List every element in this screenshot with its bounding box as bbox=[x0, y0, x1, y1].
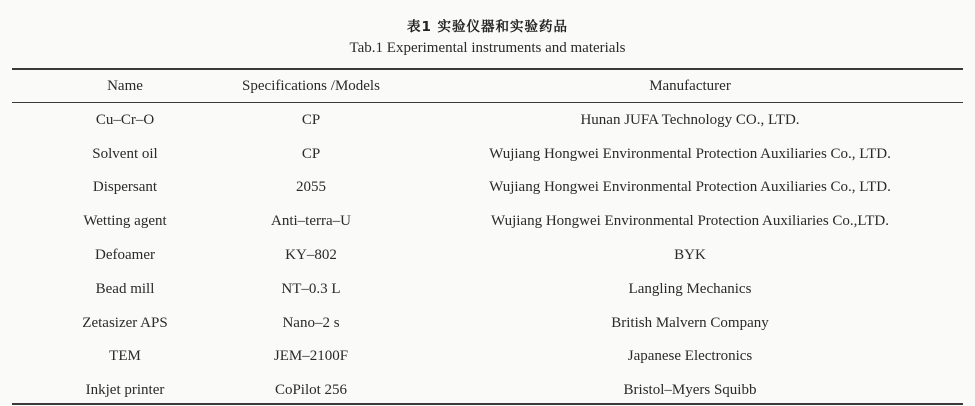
cell-specification: 2055 bbox=[296, 179, 326, 195]
cell-specification: Anti–terra–U bbox=[271, 213, 351, 229]
cell-specification: KY–802 bbox=[285, 247, 337, 263]
cell-manufacturer: Wujiang Hongwei Environmental Protection Auxiliaries Co., LTD. bbox=[489, 179, 891, 195]
table-row bbox=[12, 110, 963, 130]
cell-name: Bead mill bbox=[95, 281, 155, 297]
cell-manufacturer: Wujiang Hongwei Environmental Protection Auxiliaries Co.,LTD. bbox=[491, 213, 889, 229]
cell-name: Inkjet printer bbox=[85, 382, 165, 398]
table-row bbox=[12, 279, 963, 299]
table-row bbox=[12, 177, 963, 197]
table-row bbox=[12, 380, 963, 400]
cell-specification: NT–0.3 L bbox=[281, 281, 341, 297]
cell-manufacturer: Langling Mechanics bbox=[628, 281, 752, 297]
cell-name: Wetting agent bbox=[83, 213, 167, 229]
cell-manufacturer: Hunan JUFA Technology CO., LTD. bbox=[580, 112, 800, 128]
column-header-name: Name bbox=[107, 78, 143, 94]
cell-specification: CP bbox=[301, 112, 321, 128]
cell-specification: CP bbox=[301, 146, 321, 162]
cell-specification: JEM–2100F bbox=[273, 348, 349, 364]
cell-name: TEM bbox=[109, 348, 141, 364]
column-header-specifications: Specifications /Models bbox=[242, 78, 380, 94]
table-caption-chinese: 表1 实验仪器和实验药品 bbox=[406, 19, 569, 35]
cell-manufacturer: British Malvern Company bbox=[611, 315, 769, 331]
column-header-manufacturer: Manufacturer bbox=[649, 78, 731, 94]
cell-name: Defoamer bbox=[95, 247, 155, 263]
cell-name: Dispersant bbox=[92, 179, 158, 195]
table-row bbox=[12, 245, 963, 265]
cell-manufacturer: Bristol–Myers Squibb bbox=[623, 382, 757, 398]
table-bottom-rule bbox=[12, 403, 963, 405]
table-top-rule bbox=[12, 68, 963, 70]
cell-specification: CoPilot 256 bbox=[274, 382, 348, 398]
table-header-rule bbox=[12, 102, 963, 103]
cell-name: Solvent oil bbox=[92, 146, 158, 162]
cell-name: Zetasizer APS bbox=[82, 315, 168, 331]
cell-manufacturer: BYK bbox=[674, 247, 706, 263]
cell-manufacturer: Wujiang Hongwei Environmental Protection Auxiliaries Co., LTD. bbox=[489, 146, 891, 162]
table-row bbox=[12, 313, 963, 333]
cell-specification: Nano–2 s bbox=[282, 315, 340, 331]
table-row bbox=[12, 211, 963, 231]
table-row bbox=[12, 144, 963, 164]
table-row bbox=[12, 346, 963, 366]
cell-manufacturer: Japanese Electronics bbox=[627, 348, 753, 364]
table-header-row bbox=[12, 76, 963, 96]
cell-name: Cu–Cr–O bbox=[95, 112, 155, 128]
table-caption-english: Tab.1 Experimental instruments and materials bbox=[349, 40, 626, 56]
